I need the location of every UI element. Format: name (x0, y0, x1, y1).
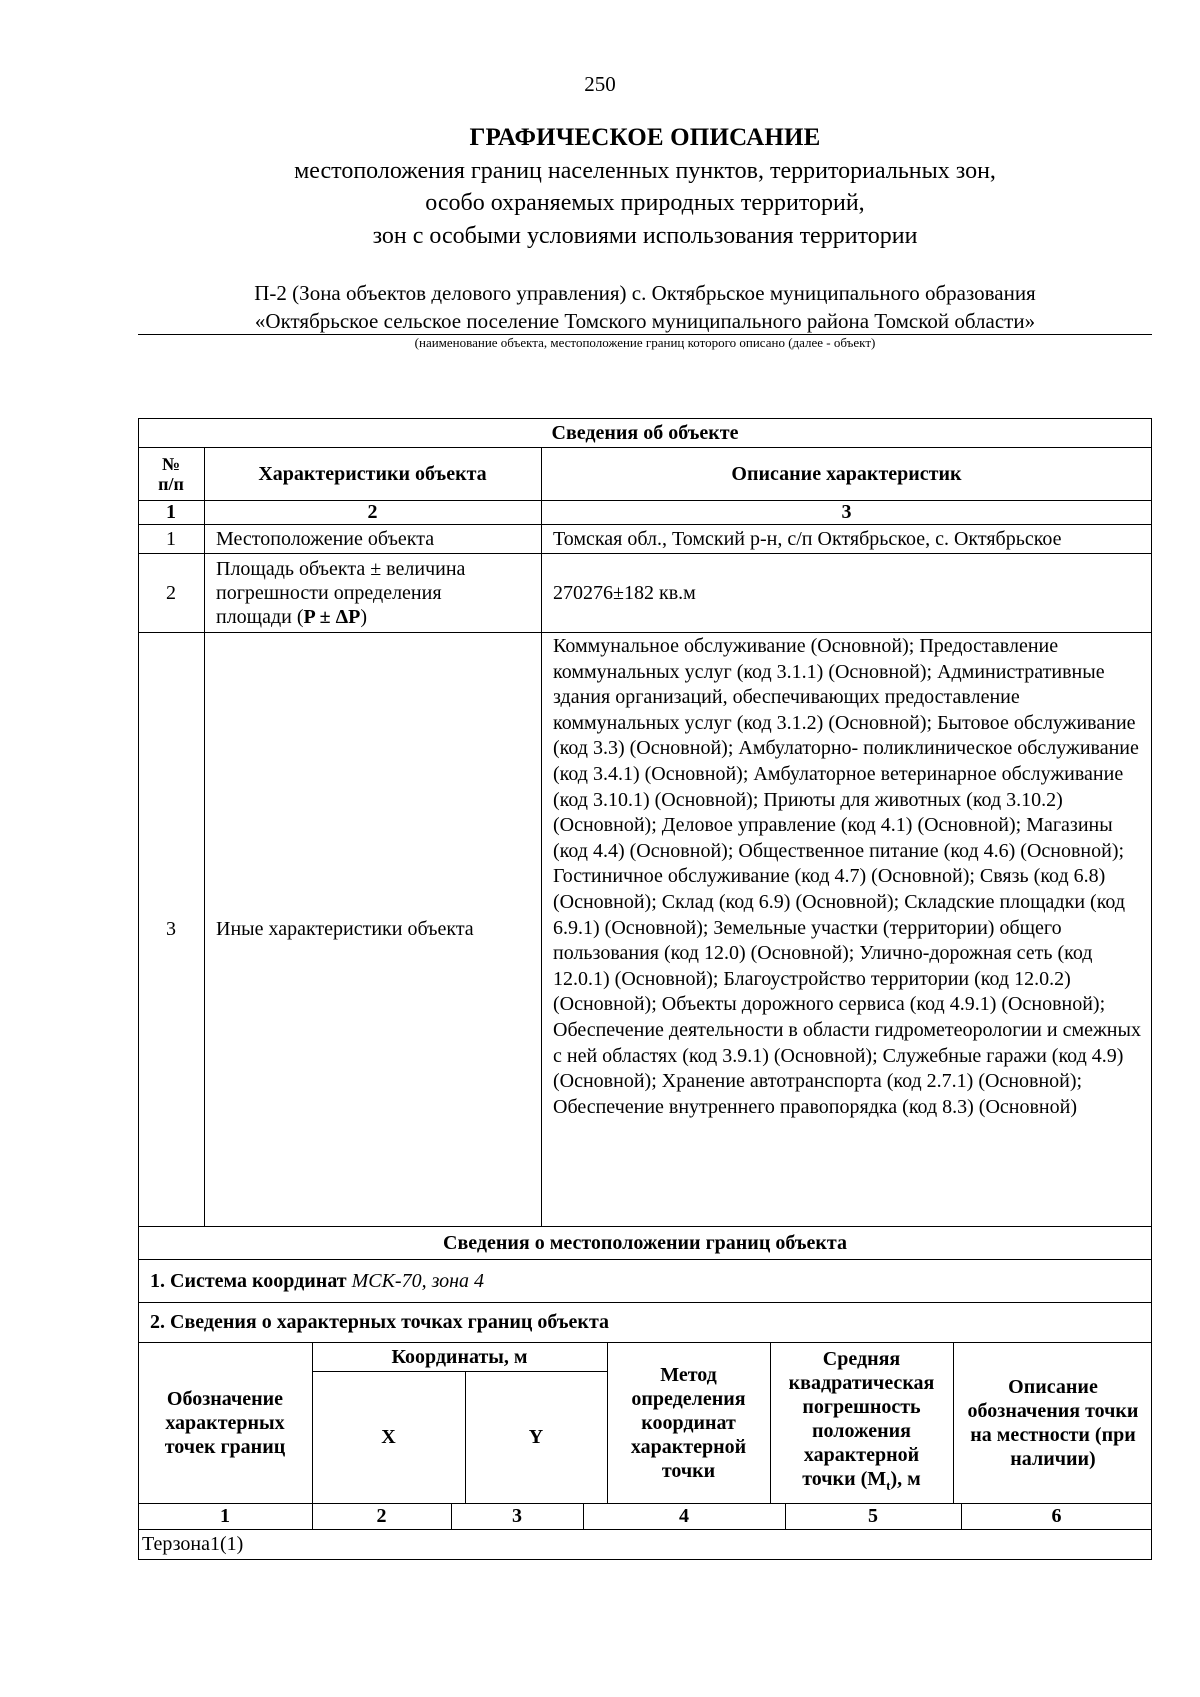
row-1-number: 1 (166, 527, 176, 550)
col-number-1: 1 (166, 501, 176, 523)
col-header-error (775, 1342, 948, 1503)
col-header-error-sub: t (886, 1478, 891, 1493)
subtitle-line-2: особо охраняемых природных территорий, (425, 190, 865, 216)
coordinate-system-row (150, 1259, 1140, 1302)
row-2-number: 2 (166, 581, 176, 604)
points-col-number-5: 5 (868, 1505, 878, 1527)
col-header-characteristics: Характеристики объекта (258, 462, 487, 485)
col-header-point-description: Описание обозначения точки на местности (при наличии) (967, 1375, 1139, 1470)
col-header-method: Метод определения координат характерной точки (630, 1363, 747, 1482)
col-header-description: Описание характеристик (731, 462, 962, 485)
object-name-line-2: «Октябрьское сельское поселение Томского муниципального района Томской области» (254, 309, 1036, 333)
coordinate-system-value: МСК-70, зона 4 (351, 1269, 485, 1292)
col-header-error-main: Средняя квадратическая погрешность положения характерной точки (M (788, 1348, 935, 1490)
points-heading: 2. Сведения о характерных точках границ объекта (150, 1311, 610, 1333)
col-header-y: Y (528, 1426, 544, 1448)
col-header-designation: Обозначение характерных точек границ (164, 1387, 286, 1458)
row-3-name: Иные характеристики объекта (216, 918, 474, 940)
table-rule (770, 1342, 771, 1503)
points-col-number-3: 3 (512, 1505, 522, 1527)
col-header-error-text (775, 1347, 948, 1498)
table-rule (541, 447, 542, 1226)
row-1-value: Томская обл., Томский р-н, с/п Октябрьское, с. Октябрьское (553, 527, 1062, 550)
page-number: 250 (584, 72, 616, 96)
row-2-name-text (216, 557, 516, 629)
row-2-name-part1: Площадь объекта ± величина погрешности определения площади ( (216, 557, 466, 628)
col-header-x: X (381, 1426, 396, 1448)
points-col-number-2: 2 (376, 1505, 387, 1527)
table-rule (204, 447, 205, 1226)
object-name-caption: (наименование объекта, местоположение границ которого описано (далее - объект) (414, 335, 876, 350)
table-rule (953, 1342, 954, 1503)
row-2-value: 270276±182 кв.м (553, 581, 696, 604)
document-title: ГРАФИЧЕСКОЕ ОПИСАНИЕ (469, 124, 821, 151)
location-section-heading: Сведения о местоположении границ объекта (443, 1231, 847, 1254)
col-header-number-text: № п/п (158, 453, 184, 494)
zone-row-label: Терзона1(1) (142, 1533, 244, 1555)
col-header-error-tail: ), м (890, 1468, 921, 1490)
subtitle-line-3: зон с особыми условиями использования территории (372, 223, 918, 249)
coordinate-system-label: 1. Система координат (150, 1269, 347, 1292)
row-2-name-formula: P ± ΔP (303, 605, 361, 628)
row-3-value: Коммунальное обслуживание (Основной); Предоставление коммунальных услуг (код 3.1.1) (Основной); Административные здания организаций, обеспечивающих предоставление коммунальных услуг (код 3.1.2) (Основной); Бытовое обслуживание (код 3.3) (Основной); Амбулаторно- поликлиническое обслуживание (код 3.4.1) (Основной); Амбулаторное ветеринарное обслуживание (код 3.10.1) (Основной); Приюты для животных (код 3.10.2) (Основной); Деловое управление (код 4.1) (Основной); Магазины (код 4.4) (Основной); Общественное питание (код 4.6) (Основной); Гостиничное обслуживание (код 4.7) (Основной); Связь (код 6.8) (Основной); Склад (код 6.9) (Основной); Складские площадки (код 6.9.1) (Основной); Земельные участки (территории) общего пользования (код 12.0) (Основной); Улично-дорожная сеть (код 12.0.1) (Основной); Благоустройство территории (код 12.0.2) (Основной); Объекты дорожного сервиса (код 4.9.1) (Основной); Обеспечение деятельности в области гидрометеорологии и смежных с ней областях (код 3.9.1) (Основной); Служебные гаражи (код 4.9) (Основной); Хранение автотранспорта (код 2.7.1) (Основной); Обеспечение внутреннего правопорядка (код 8.3) (Основной) (553, 635, 1141, 1118)
row-2-name (216, 553, 516, 632)
col-number-3: 3 (841, 501, 852, 523)
row-3-number: 3 (166, 918, 176, 940)
points-col-number-1: 1 (220, 1505, 230, 1527)
table-rule (607, 1342, 608, 1503)
object-name-line-1: П-2 (Зона объектов делового управления) с. Октябрьское муниципального образования (254, 281, 1036, 305)
col-number-2: 2 (367, 501, 378, 523)
col-header-number (138, 447, 204, 500)
subtitle-line-1: местоположения границ населенных пунктов, территориальных зон, (294, 158, 996, 184)
points-col-number-4: 4 (679, 1505, 689, 1527)
col-header-coordinates: Координаты, м (391, 1345, 528, 1368)
row-2-name-part2: ) (360, 605, 368, 628)
object-section-heading: Сведения об объекте (551, 421, 739, 444)
points-col-number-6: 6 (1051, 1505, 1062, 1527)
row-1-name: Местоположение объекта (216, 527, 435, 550)
